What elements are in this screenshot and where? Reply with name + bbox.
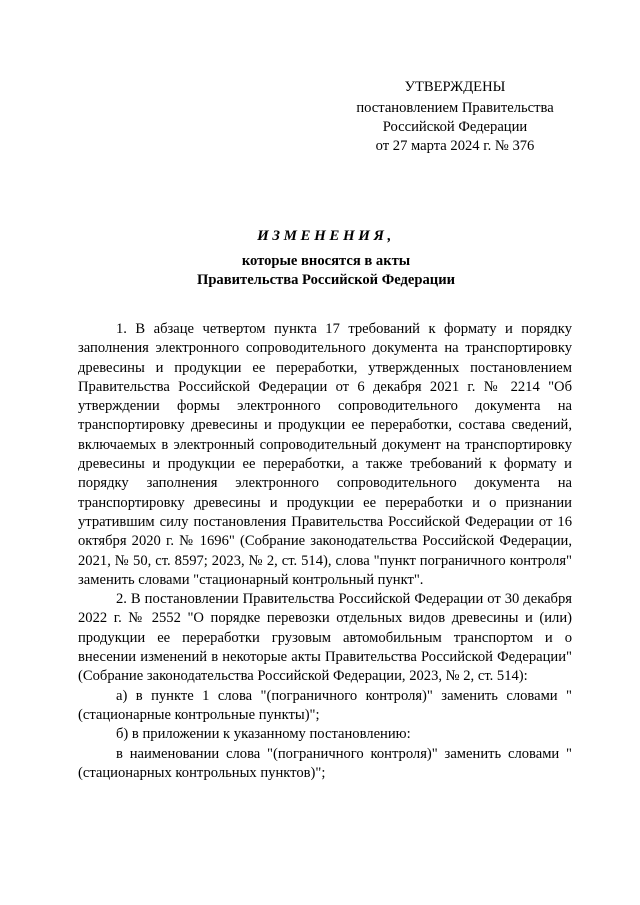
title-subtitle-line-1: которые вносятся в акты bbox=[241, 253, 411, 269]
approved-heading: УТВЕРЖДЕНЫ bbox=[404, 79, 506, 95]
approval-line-3: от 27 марта 2024 г. № 376 bbox=[375, 138, 535, 154]
approval-stamp bbox=[340, 78, 570, 156]
paragraph-2b: б) в приложении к указанному постановлению: bbox=[116, 726, 411, 743]
approval-line-1: постановлением Правительства bbox=[356, 100, 554, 116]
approval-line-2: Российской Федерации bbox=[382, 119, 528, 135]
paragraph-1: 1. В абзаце четвертом пункта 17 требований к формату и порядку заполнения электронного сопроводительного документа на транспортировку древесины и продукции ее переработки, утвержденных постановлением Правительства Российской Федерации от 6 декабря 2021 г. № 2214 "Об утверждении формы электронного сопроводительного документа на транспортировку древесины и продукции ее переработки, состава сведений, включаемых в электронный сопроводительный документ на транспортировку древесины и продукции ее переработки, а также требований к формату и порядку заполнения электронного сопроводительного документа на транспортировку древесины и продукции ее переработки и о признании утратившим силу постановления Правительства Российской Федерации от 16 октября 2020 г. № 1696" (Собрание законодательства Российской Федерации, 2021, № 50, ст. 8597; 2023, № 2, ст. 514), слова "пункт пограничного контроля" заменить словами "стационарный контрольный пункт". bbox=[78, 321, 572, 588]
document-body bbox=[78, 320, 572, 783]
paragraph-2a: а) в пункте 1 слова "(пограничного контроля)" заменить словами "(стационарные контрольные пункты)"; bbox=[78, 687, 572, 723]
document-title bbox=[78, 226, 574, 290]
title-subtitle-line-2: Правительства Российской Федерации bbox=[196, 272, 456, 288]
title-main: ИЗМЕНЕНИЯ, bbox=[257, 228, 395, 244]
paragraph-2b-1: в наименовании слова "(пограничного контроля)" заменить словами "(стационарных контрольных пунктов)"; bbox=[78, 745, 572, 781]
paragraph-2: 2. В постановлении Правительства Российской Федерации от 30 декабря 2022 г. № 2552 "О порядке перевозки отдельных видов древесины и (или) продукции ее переработки грузовым автомобильным транспортом и о внесении изменений в некоторые акты Правительства Российской Федерации" (Собрание законодательства Российской Федерации, 2023, № 2, ст. 514): bbox=[78, 591, 572, 685]
